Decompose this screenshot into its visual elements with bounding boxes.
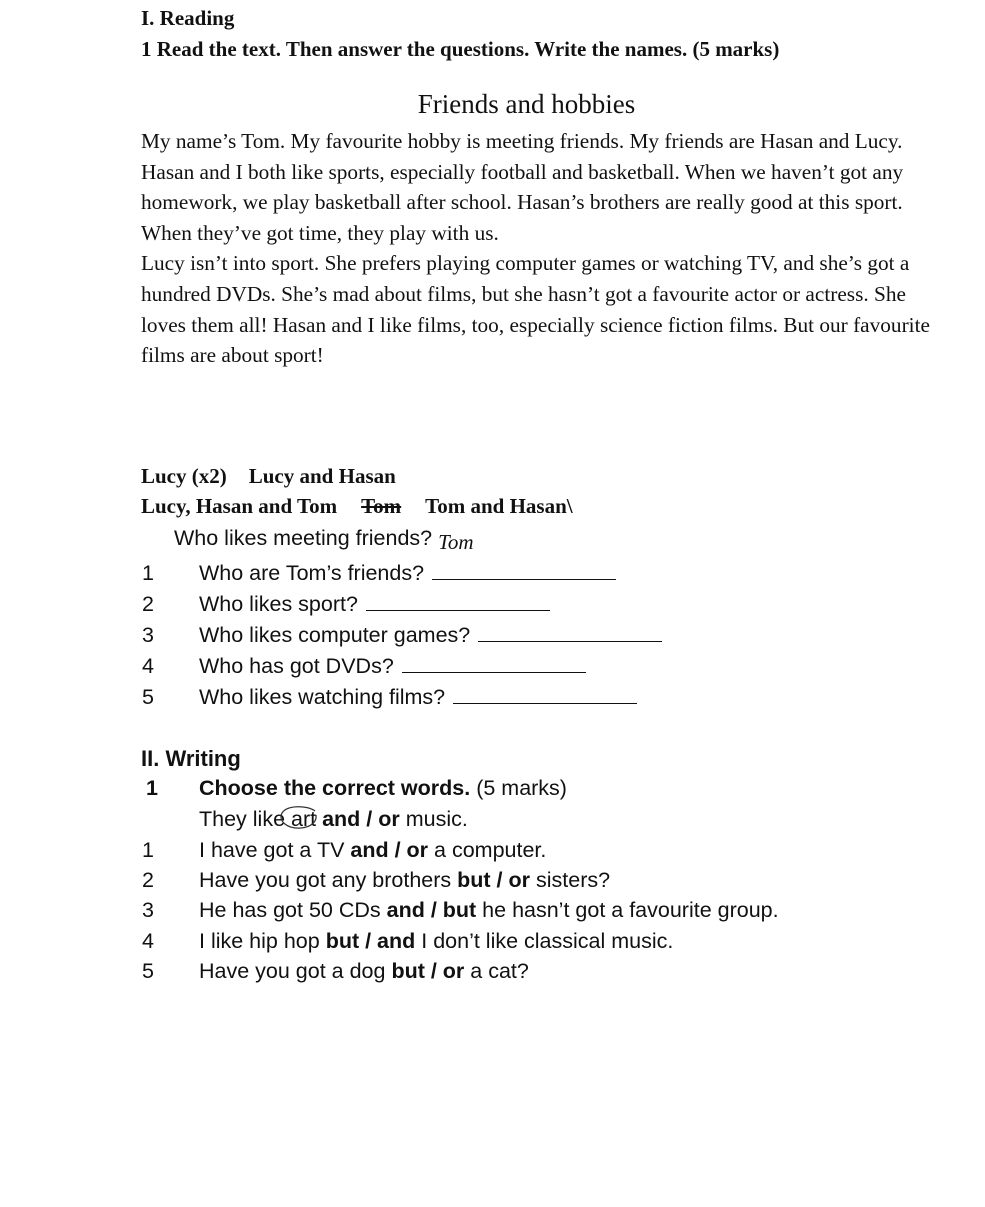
item-number: 4: [142, 929, 154, 953]
sentence-text: Have you got any brothers: [199, 868, 458, 892]
sentence-text: a cat?: [464, 959, 529, 983]
task-marks: (5 marks): [476, 776, 567, 800]
answer-blank[interactable]: [478, 623, 662, 642]
reading-instruction: 1 Read the text. Then answer the questions. Write the names. (5 marks): [141, 37, 780, 61]
sentence-text: He has got 50 CDs: [199, 898, 387, 922]
answer-blank[interactable]: [432, 561, 616, 580]
question-number: 2: [142, 592, 154, 616]
word-choice[interactable]: but / and: [325, 929, 416, 953]
section-heading-reading: I. Reading: [141, 6, 235, 30]
item-number: 5: [142, 959, 154, 983]
sentence-text: he hasn’t got a favourite group.: [476, 898, 779, 922]
question-text: Who are Tom’s friends?: [199, 561, 425, 585]
sentence-text: I don’t like classical music.: [415, 929, 674, 953]
task-instruction: Choose the correct words.: [199, 776, 471, 800]
word-choice[interactable]: but / or: [457, 868, 531, 892]
name-option: Lucy, Hasan and Tom: [141, 494, 338, 518]
example-question: Who likes meeting friends?: [174, 526, 433, 550]
word-choice[interactable]: but / or: [391, 959, 465, 983]
question-text: Who has got DVDs?: [199, 654, 394, 678]
story-paragraph: My name’s Tom. My favourite hobby is meeting friends. My friends are Hasan and Lucy.: [141, 129, 903, 153]
name-option: Lucy (x2): [141, 464, 227, 488]
name-option: Lucy and Hasan: [248, 464, 396, 488]
answer-blank[interactable]: [453, 685, 637, 704]
item-number: 1: [142, 838, 154, 862]
word-choice[interactable]: and / or: [322, 807, 400, 831]
sentence-text: They like art: [199, 807, 323, 831]
sentence-text: I like hip hop: [199, 929, 326, 953]
answer-blank[interactable]: [402, 654, 586, 673]
question-number: 1: [142, 561, 154, 585]
sentence-text: I have got a TV: [199, 838, 351, 862]
hand-drawn-circle-mark: [279, 805, 319, 832]
name-bank-line: [141, 464, 396, 489]
name-bank-line: [141, 494, 573, 519]
task-number: 1: [146, 776, 158, 800]
item-number: 2: [142, 868, 154, 892]
question-text: Who likes sport?: [199, 592, 358, 616]
question-number: 4: [142, 654, 154, 678]
name-option-crossed-out: Tom: [361, 494, 402, 518]
question-text: Who likes computer games?: [199, 623, 471, 647]
reading-example: [174, 526, 474, 554]
item-number: 3: [142, 898, 154, 922]
answer-blank[interactable]: [366, 592, 550, 611]
example-answer: Tom: [438, 530, 474, 554]
word-choice[interactable]: and / but: [386, 898, 477, 922]
question-text: Who likes watching films?: [199, 685, 446, 709]
word-choice[interactable]: and / or: [350, 838, 429, 862]
question-number: 5: [142, 685, 154, 709]
sentence-text: sisters?: [530, 868, 611, 892]
story-text: [141, 126, 931, 371]
name-option: Tom and Hasan\: [425, 494, 573, 518]
story-title: Friends and hobbies: [417, 89, 636, 119]
sentence-text: a computer.: [428, 838, 547, 862]
sentence-text: Have you got a dog: [199, 959, 392, 983]
story-paragraph: Hasan and I both like sports, especially football and basketball. When we haven’t got any homework, we play basketball after school. Hasan’s brothers are really good at this sport. When they’ve got time, they play with us.: [141, 159, 904, 245]
section-heading-writing: II. Writing: [141, 746, 241, 771]
sentence-text: music.: [399, 807, 468, 831]
story-paragraph: Lucy isn’t into sport. She prefers playing computer games or watching TV, and she’s got a hundred DVDs. She’s mad about films, but she hasn’t got a favourite actor or actress. She loves them all! Hasan and I like films, too, especially science fiction films. But our favourite films are about sport!: [141, 251, 930, 368]
question-number: 3: [142, 623, 154, 647]
